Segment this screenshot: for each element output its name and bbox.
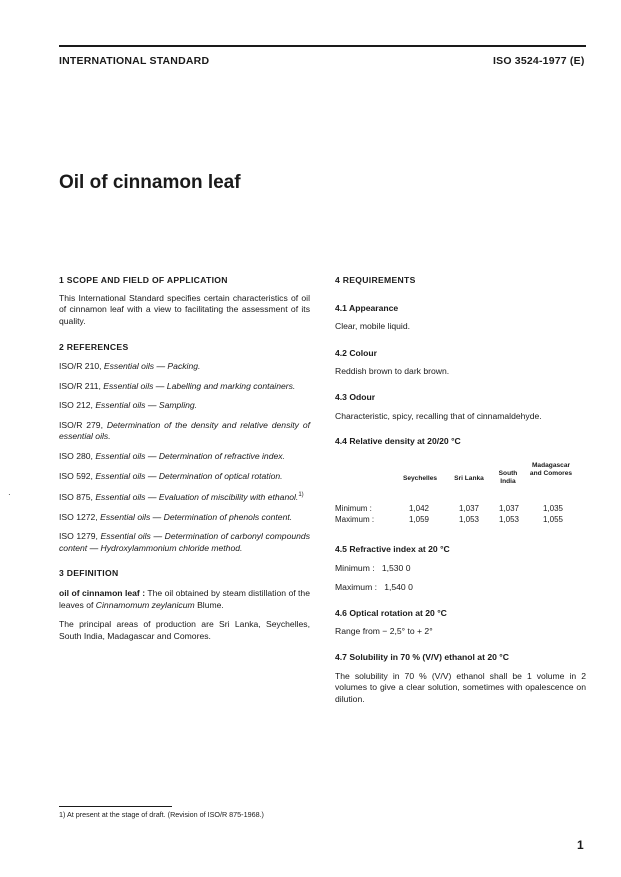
section-2-heading: 2 REFERENCES — [59, 342, 129, 353]
header-standard-number: ISO 3524-1977 (E) — [493, 55, 585, 67]
right-column-continued — [335, 544, 586, 705]
footnote-marker: 1) — [298, 492, 304, 499]
header-rule — [59, 45, 586, 47]
section-1-text: This International Standard specifies certain characteristics of oil of cinnamon leaf with a view to facilitating the assessment of its quality. — [59, 292, 310, 326]
right-column — [335, 275, 586, 448]
section-4-heading: 4 REQUIREMENTS — [335, 275, 416, 285]
page-number: 1 — [577, 838, 584, 852]
table-cell: 1,037 — [498, 504, 520, 513]
section-4-3-heading: 4.3 Odour — [335, 391, 376, 402]
reference-item: ISO/R 279, Determination of the density and relative density of essential oils. — [59, 419, 310, 442]
reference-item: ISO 212, Essential oils — Sampling. — [59, 400, 198, 411]
column-header-madagascar: Madagascar and Comores — [529, 462, 573, 477]
table-cell: 1,053 — [458, 515, 480, 524]
table-cell: 1,035 — [542, 504, 564, 513]
section-1-heading: 1 SCOPE AND FIELD OF APPLICATION — [59, 275, 228, 285]
section-4-2-heading: 4.2 Colour — [335, 347, 378, 358]
column-header-sri-lanka: Sri Lanka — [454, 475, 484, 482]
reference-item: ISO 1279, Essential oils — Determination of carbonyl compounds content — Hydroxylammonium chloride method. — [59, 531, 310, 553]
table-cell: 1,059 — [408, 515, 430, 524]
row-label-minimum: Minimum : — [335, 504, 372, 513]
table-cell: 1,053 — [498, 515, 520, 524]
section-4-5-heading: 4.5 Refractive index at 20 °C — [335, 544, 450, 554]
reference-item: ISO 592, Essential oils — Determination of optical rotation. — [59, 470, 283, 481]
reference-item: ISO 1272, Essential oils — Determination of phenols content. — [59, 511, 293, 522]
left-column — [59, 275, 310, 642]
section-4-1-text: Clear, mobile liquid. — [335, 321, 410, 332]
section-4-7-heading: 4.7 Solubility in 70 % (V/V) ethanol at 20 °C — [335, 651, 509, 662]
reference-item: ISO 875, Essential oils — Evaluation of miscibility with ethanol.$^{1)}$ — [59, 491, 304, 502]
section-4-1-heading: 4.1 Appearance — [335, 302, 399, 313]
reference-item: ISO/R 211, Essential oils — Labelling and marking containers. — [59, 380, 296, 391]
section-4-4-heading: 4.4 Relative density at 20/20 °C — [335, 436, 461, 447]
section-4-6-text: Range from − 2,5° to + 2° — [335, 626, 433, 637]
refractive-minimum: Minimum : 1,530 0 — [335, 562, 411, 573]
production-areas-text: The principal areas of production are Sri Lanka, Seychelles, South India, Madagascar and Comores. — [59, 619, 310, 641]
section-4-7-text: The solubility in 70 % (V/V) ethanol shall be 1 volume in 2 volumes to give a clear solution, sometimes with opalescence on dilution. — [335, 670, 586, 704]
column-header-seychelles: Seychelles — [402, 475, 438, 482]
footnote: 1) At present at the stage of draft. (Revision of ISO/R 875-1968.) — [59, 810, 264, 819]
column-header-south-india: South India — [498, 470, 518, 485]
table-cell: 1,042 — [408, 504, 430, 513]
definition-term: oil of cinnamon leaf : — [59, 587, 146, 598]
table-cell: 1,037 — [458, 504, 480, 513]
section-4-2-text: Reddish brown to dark brown. — [335, 366, 450, 377]
section-4-6-heading: 4.6 Optical rotation at 20 °C — [335, 607, 447, 618]
reference-item: ISO 280, Essential oils — Determination of refractive index. — [59, 450, 285, 461]
scan-speck: · — [8, 490, 11, 499]
refractive-maximum: Maximum : 1,540 0 — [335, 582, 413, 593]
page-title: Oil of cinnamon leaf — [59, 172, 241, 193]
section-4-3-text: Characteristic, spicy, recalling that of cinnamaldehyde. — [335, 410, 542, 421]
row-label-maximum: Maximum : — [335, 515, 375, 524]
density-table — [335, 462, 586, 530]
definition-text: oil of cinnamon leaf : The oil obtained by steam distillation of the leaves of Cinnamomum zeylanicum Blume. — [59, 587, 310, 610]
species-name: Cinnamomum zeylanicum — [95, 599, 195, 610]
table-cell: 1,055 — [542, 515, 564, 524]
section-3-heading: 3 DEFINITION — [59, 568, 119, 579]
header-standard-label: INTERNATIONAL STANDARD — [59, 55, 210, 67]
reference-item: ISO/R 210, Essential oils — Packing. — [59, 360, 201, 371]
footnote-rule — [59, 806, 172, 807]
reference-list — [59, 361, 310, 554]
